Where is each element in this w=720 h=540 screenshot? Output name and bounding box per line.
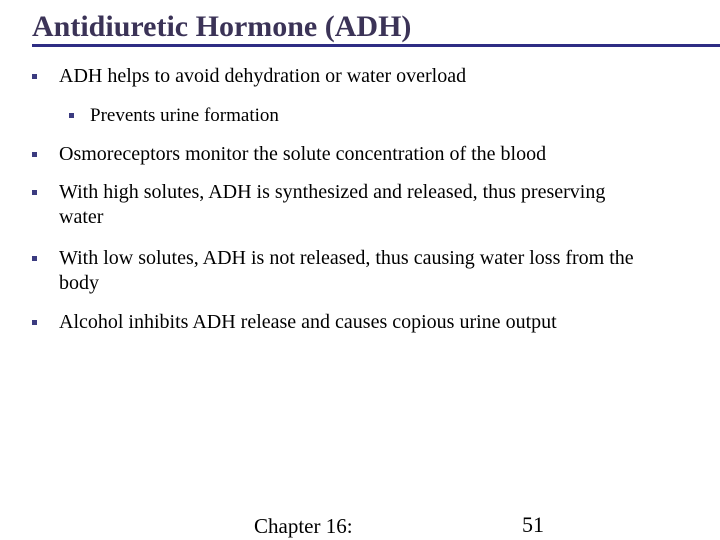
sub-bullet-text-1: Prevents urine formation (90, 105, 279, 126)
bullet-text-5: Alcohol inhibits ADH release and causes copious urine output (59, 311, 557, 333)
bullet-text-4-line-2: body (59, 272, 99, 294)
bullet-marker-1 (32, 74, 37, 79)
sub-bullet-marker-1 (69, 113, 74, 118)
slide-title: Antidiuretic Hormone (ADH) (32, 10, 412, 43)
title-underline (32, 44, 720, 47)
bullet-text-3-line-2: water (59, 206, 104, 228)
footer-chapter: Chapter 16: (254, 514, 353, 538)
bullet-text-3-line-1: With high solutes, ADH is synthesized and released, thus preserving (59, 181, 606, 203)
bullet-text-2: Osmoreceptors monitor the solute concentration of the blood (59, 143, 547, 165)
bullet-marker-5 (32, 320, 37, 325)
bullet-marker-4 (32, 256, 37, 261)
bullet-text-1: ADH helps to avoid dehydration or water overload (59, 65, 467, 87)
bullet-marker-3 (32, 190, 37, 195)
footer-page-number: 51 (522, 512, 544, 537)
bullet-text-4-line-1: With low solutes, ADH is not released, thus causing water loss from the (59, 247, 634, 269)
bullet-marker-2 (32, 152, 37, 157)
